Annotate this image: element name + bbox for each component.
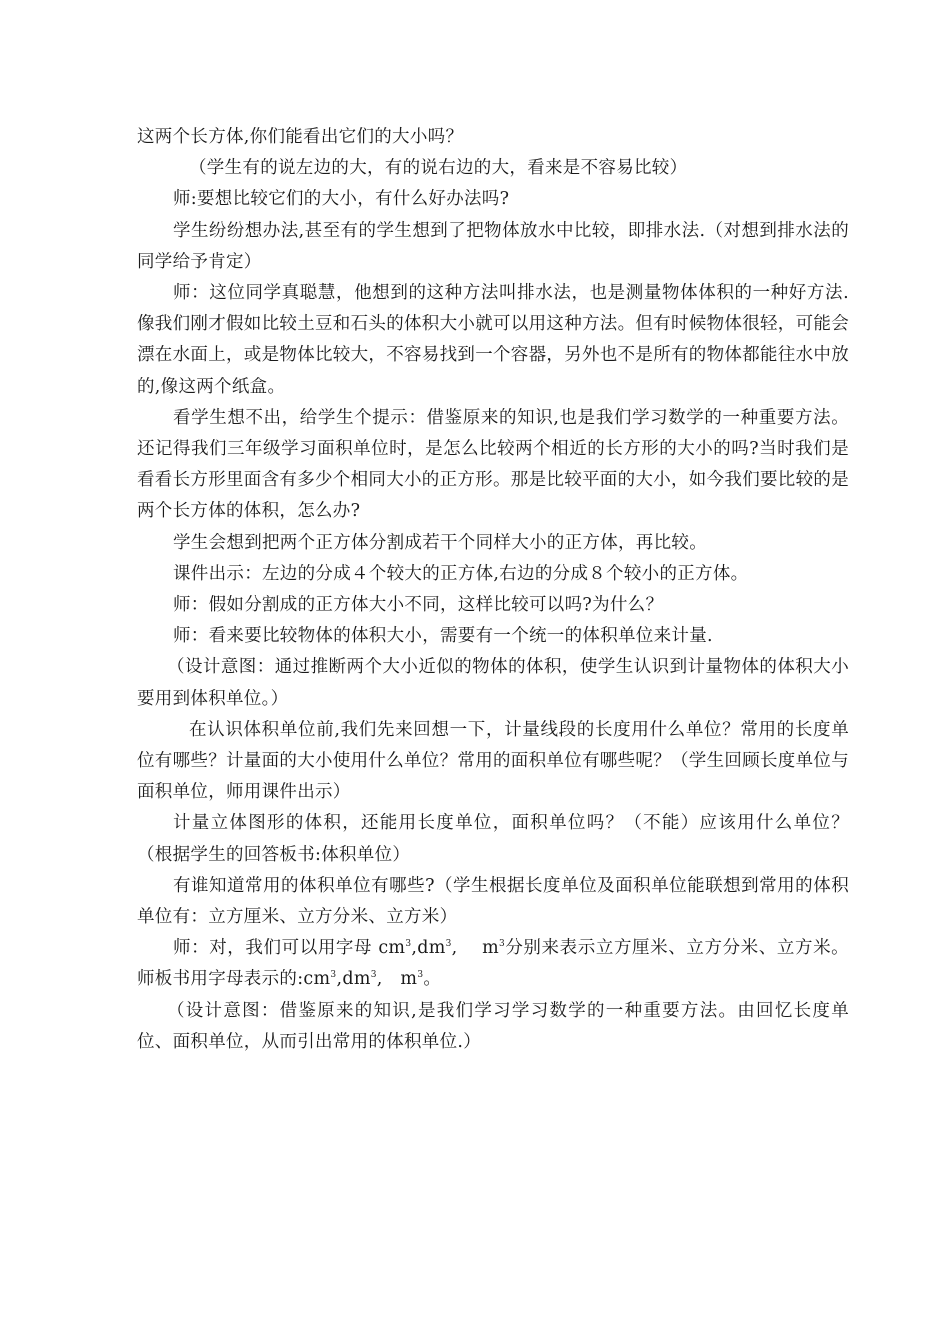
unit-cm: cm (303, 969, 331, 990)
superscript: 3 (405, 939, 412, 950)
superscript: 3 (445, 939, 452, 950)
paragraph: 师：看来要比较物体的体积大小，需要有一个统一的体积单位来计量. (173, 626, 713, 647)
paragraph: （设计意图：通过推断两个大小近似的物体的体积，使学生认识到计量物体的体积大小要用到体积单位。） (137, 657, 849, 709)
paragraph: 在认识体积单位前,我们先来回想一下，计量线段的长度用什么单位？常用的长度单位有哪些？计量面的大小使用什么单位？常用的面积单位有哪些呢？（学生回顾长度单位与面积单位，师用课件出示） (137, 719, 849, 803)
superscript: 3 (499, 939, 506, 950)
unit-dm: dm (342, 969, 371, 990)
paragraph: 师：假如分割成的正方体大小不同，这样比较可以吗?为什么？ (173, 595, 664, 616)
text-run: 分别来表示立方厘米、立方分米、立方米。师板书用字母表示的: (137, 938, 849, 990)
paragraph: 学生纷纷想办法,甚至有的学生想到了把物体放水中比较，即排水法.（对想到排水法的同学给予肯定） (137, 220, 849, 272)
document-body (137, 122, 849, 1058)
paragraph-units: 师：对，我们可以用字母 $cm^3,dm^3$, $m^3$分别来表示立方厘米、立方分米、立方米。师板书用字母表示的$:cm^3,dm^3$, $m^3$。 (137, 938, 849, 990)
paragraph: （学生有的说左边的大，有的说右边的大，看来是不容易比较） (189, 158, 688, 179)
paragraph: 师:要想比较它们的大小，有什么好办法吗? (173, 189, 510, 210)
superscript: 3 (330, 970, 337, 981)
superscript: 3 (370, 970, 377, 981)
unit-m: m (400, 969, 418, 990)
text-run: 。 (423, 969, 442, 990)
paragraph: 这两个长方体,你们能看出它们的大小吗？ (137, 127, 464, 147)
paragraph: （设计意图：借鉴原来的知识,是我们学习学习数学的一种重要方法。由回忆长度单位、面积单位，从而引出常用的体积单位.） (137, 1000, 849, 1052)
paragraph: 看学生想不出，给学生个提示：借鉴原来的知识,也是我们学习数学的一种重要方法。还记得我们三年级学习面积单位时，是怎么比较两个相近的长方形的大小的吗?当时我们是看看长方形里面含有多少个相同大小的正方形。那是比较平面的大小，如今我们要比较的是两个长方体的体积，怎么办? (137, 407, 849, 522)
unit-cm: cm (378, 938, 406, 959)
unit-dm: dm (417, 938, 446, 959)
paragraph: 课件出示：左边的分成４个较大的正方体,右边的分成８个较小的正方体。 (173, 563, 749, 584)
unit-m: m (482, 938, 499, 959)
paragraph: 师：这位同学真聪慧，他想到的这种方法叫排水法，也是测量物体体积的一种好方法.像我们刚才假如比较土豆和石头的体积大小就可以用这种方法。但有时候物体很轻，可能会漂在水面上，或是物体比较大，不容易找到一个容器，另外也不是所有的物体都能往水中放的,像这两个纸盒。 (137, 283, 849, 397)
text-run: 师：对，我们可以用字母 (173, 938, 373, 959)
paragraph: 计量立体图形的体积，还能用长度单位，面积单位吗？（不能）应该用什么单位？（根据学生的回答板书:体积单位） (137, 813, 849, 865)
paragraph: 有谁知道常用的体积单位有哪些?（学生根据长度单位及面积单位能联想到常用的体积单位有：立方厘米、立方分米、立方米） (137, 875, 849, 928)
superscript: 3 (417, 970, 424, 981)
paragraph: 学生会想到把两个正方体分割成若干个同样大小的正方体，再比较。 (173, 532, 707, 553)
